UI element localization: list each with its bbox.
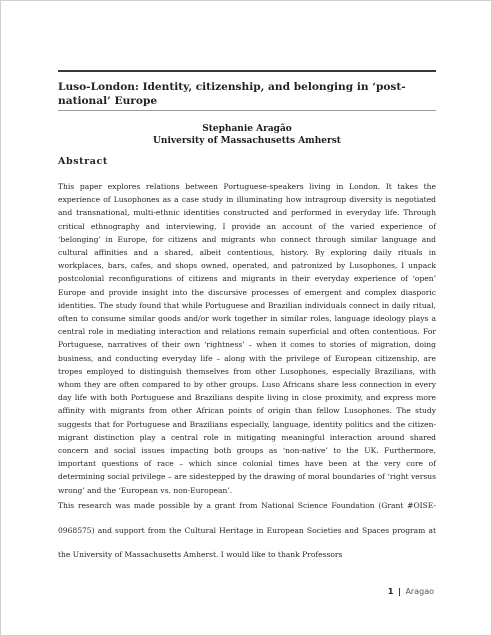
paper-title: Luso-London: Identity, citizenship, and belonging in ‘post-national’ Europe bbox=[58, 81, 406, 107]
page-footer bbox=[388, 587, 434, 596]
acknowledgement-text: This research was made possible by a grant from National Science Foundation (Grant #OISE-0968575) and support from the Cultural Heritage in European Societies and Spaces program at the University of Massachusetts Amherst. I would like to thank Professors bbox=[58, 501, 436, 559]
page-number: 1 bbox=[387, 587, 394, 596]
footer-separator: | bbox=[397, 587, 401, 596]
running-name: Aragao bbox=[405, 587, 434, 596]
author-affiliation: University of Massachusetts Amherst bbox=[153, 136, 341, 146]
abstract-heading: Abstract bbox=[58, 156, 108, 167]
title-bottom-rule bbox=[58, 110, 436, 111]
abstract-text: This paper explores relations between Portuguese-speakers living in London. It takes the experience of Lusophones as a case study in illuminating how intragroup diversity is negotiated and transnational, multi-ethnic identities constructed and performed in everyday life. Through critical ethnography and interviewing, I provide an account of the varied experience of ‘belonging’ in Europe, for citizens and migrants who connect through similar language and cultural affinities and a shared, albeit contentious, history. By exploring daily rituals in workplaces, bars, cafes, and shops owned, operated, and patronized by Lusophones, I unpack postcolonial reconfigurations of citizens and migrants in their everyday experience of ‘open’ Europe and provide insight into the discursive processes of emergent and complex diasporic identities. The study found that while Portuguese and Brazilian individuals connect in daily ritual, often to consume similar goods and/or work together in similar roles, language ideology plays a central role in mediating interaction and relations remain superficial and often contentious. For Portuguese, narratives of their own ‘rightness’ – when it comes to stories of migration, doing business, and conducting everyday life – along with the privilege of European citizenship, are tropes employed to distinguish themselves from other Lusophones, especially Brazilians, with whom they are often compared to by other groups. Luso Africans share less connection in every day life with both Portuguese and Brazilians despite living in close proximity, and express more affinity with migrants from other African points of origin than fellow Lusophones. The study suggests that for Portuguese and Brazilians especially, language, identity politics and the citizen-migrant distinction play a central role in mitigating meaningful interaction around shared concern and social issues impacting both groups as ‘non-native’ to the UK. Furthermore, important questions of race – which since colonial times have been at the very core of determining social privilege – are sidestepped by the drawing of moral boundaries of ‘right versus wrong’ and the ‘European vs. non-European’. bbox=[58, 182, 436, 495]
author-name: Stephanie Aragão bbox=[202, 124, 292, 134]
author-block bbox=[58, 123, 436, 147]
title-top-rule bbox=[58, 70, 436, 72]
